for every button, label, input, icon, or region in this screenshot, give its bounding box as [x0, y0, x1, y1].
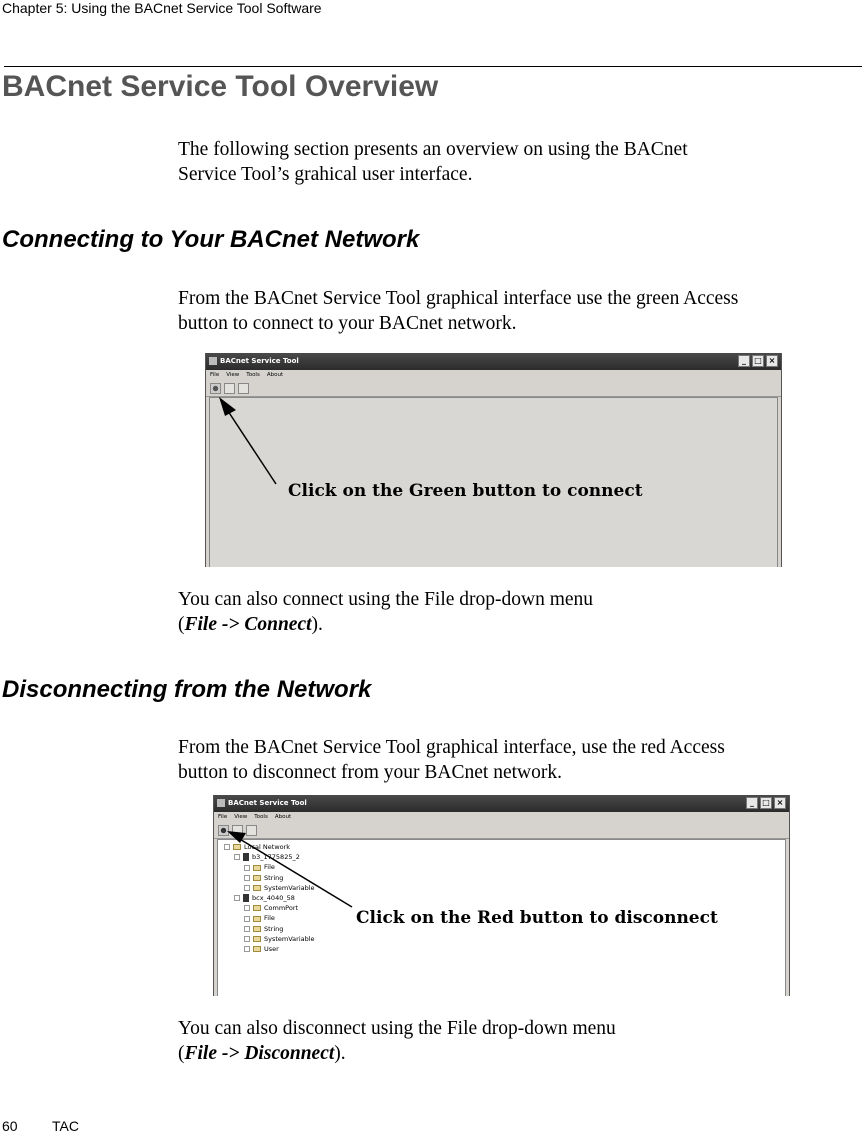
disconnect-menu-path: File -> Disconnect [184, 1043, 335, 1064]
menu-file[interactable]: File [218, 814, 228, 820]
connect-line-1: From the BACnet Service Tool graphical interface use the green Access [178, 288, 739, 309]
tree-item[interactable]: SystemVariable [224, 883, 315, 893]
overview-line-2: Service Tool’s grahical user interface. [178, 164, 473, 185]
window-title: BACnet Service Tool [220, 357, 299, 365]
menu-file[interactable]: File [210, 372, 220, 378]
connect-alt-line-1: You can also connect using the File drop-down menu [178, 589, 594, 610]
tree-item[interactable]: CommPort [224, 903, 315, 913]
menu-view[interactable]: View [234, 814, 248, 820]
tree-item[interactable]: File [224, 862, 315, 872]
disconnect-alt-paragraph [178, 1016, 862, 1066]
disconnect-callout: Click on the Red button to disconnect [356, 908, 718, 928]
menu-tools[interactable]: Tools [246, 372, 260, 378]
maximize-icon[interactable]: □ [760, 797, 772, 809]
menu-about[interactable]: About [274, 814, 292, 820]
connect-callout: Click on the Green button to connect [288, 481, 643, 501]
disconnect-line-1: From the BACnet Service Tool graphical interface, use the red Access [178, 737, 725, 758]
connect-alt-line-2: (File -> Connect). [178, 614, 323, 635]
tree-item[interactable]: String [224, 873, 315, 883]
tree-item[interactable]: Local Network [224, 842, 315, 852]
overview-line-1: The following section presents an overview on using the BACnet [178, 139, 688, 160]
running-header: Chapter 5: Using the BACnet Service Tool Software [2, 0, 322, 16]
maximize-icon[interactable]: □ [752, 355, 764, 367]
page-number: 60 [2, 1118, 18, 1134]
tree-item[interactable]: User [224, 944, 315, 954]
disconnect-heading: Disconnecting from the Network [2, 676, 372, 703]
connect-menu-path: File -> Connect [184, 614, 312, 635]
connect-heading: Connecting to Your BACnet Network [2, 226, 420, 253]
tree-item[interactable]: b3_1775825_2 [224, 852, 315, 862]
footer-company: TAC [52, 1118, 79, 1134]
connect-line-2: button to connect to your BACnet network. [178, 313, 517, 334]
minimize-icon[interactable]: _ [746, 797, 758, 809]
menu-tools[interactable]: Tools [254, 814, 268, 820]
menu-about[interactable]: About [266, 372, 284, 378]
tree-item[interactable]: String [224, 924, 315, 934]
window-title: BACnet Service Tool [228, 799, 307, 807]
disconnect-alt-line-1: You can also disconnect using the File drop-down menu [178, 1018, 616, 1039]
tree-item[interactable]: bcx_4040_58 [224, 893, 315, 903]
close-icon[interactable]: × [774, 797, 786, 809]
tree-item[interactable]: File [224, 913, 315, 923]
disconnect-alt-line-2: (File -> Disconnect). [178, 1043, 346, 1064]
minimize-icon[interactable]: _ [738, 355, 750, 367]
close-icon[interactable]: × [766, 355, 778, 367]
tree-item[interactable]: SystemVariable [224, 934, 315, 944]
menu-view[interactable]: View [226, 372, 240, 378]
disconnect-line-2: button to disconnect from your BACnet network. [178, 762, 562, 783]
section-title: BACnet Service Tool Overview [2, 70, 439, 103]
